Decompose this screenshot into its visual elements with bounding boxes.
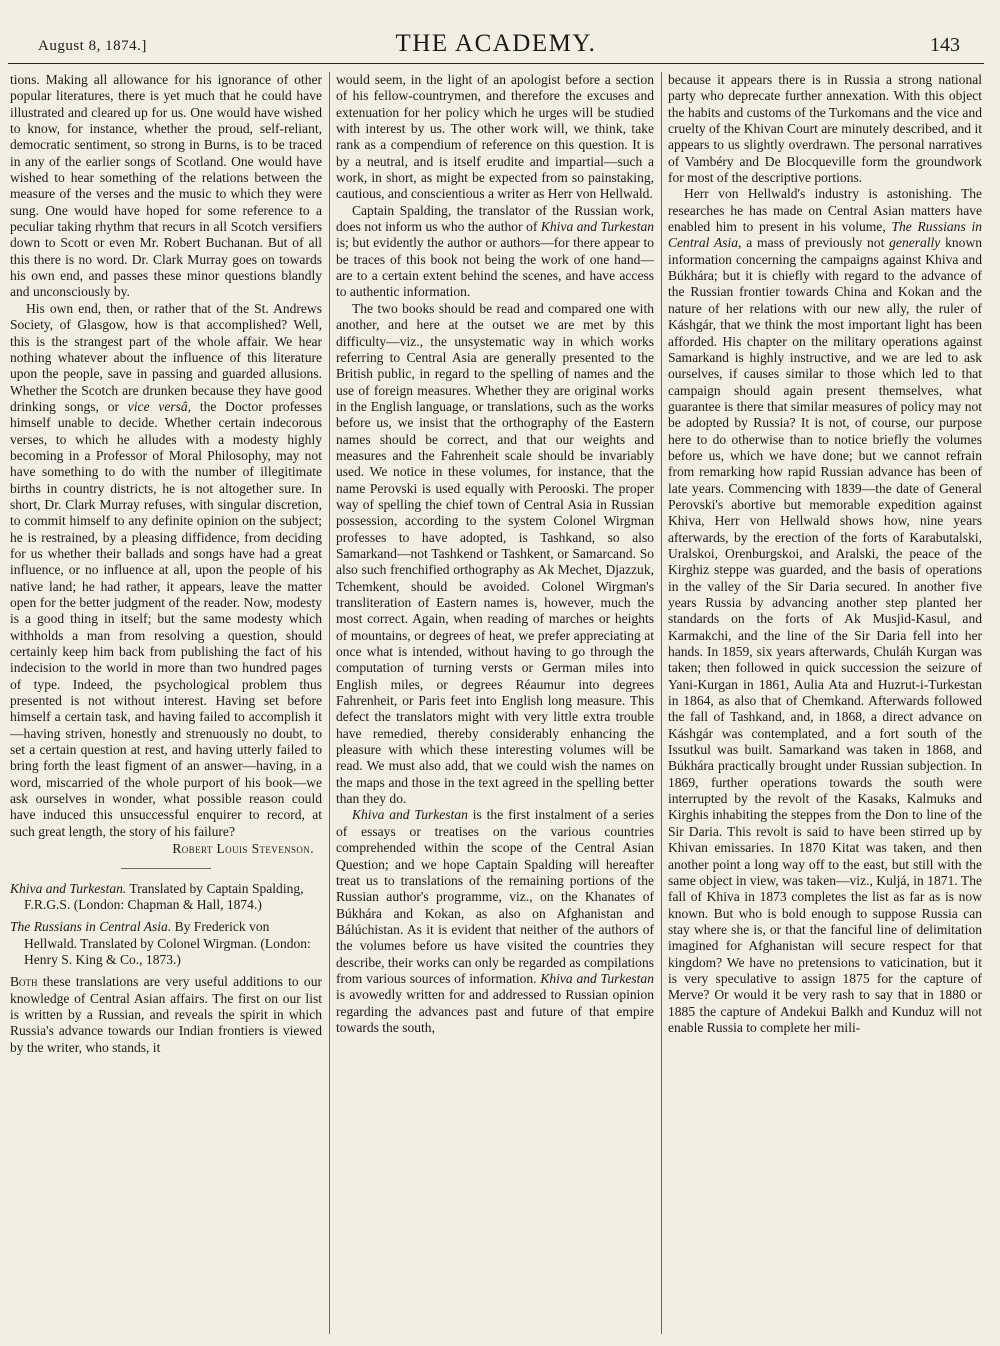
header-rule — [8, 63, 984, 64]
book-citation: Khiva and Turkestan. Translated by Captain Spalding, F.R.G.S. (London: Chapman & Hall, 1874.) — [10, 880, 304, 912]
paragraph: Captain Spalding, the translator of the Russian work, does not inform us who the author of Khiva and Turkestan is; but evidently the author or authors—for there appear to be traces of this book not being the work of one hand—are to a certain extent behind the scenes, and have access to authentic information. — [336, 202, 654, 300]
paragraph: The two books should be read and compared one with another, and here at the outset we are met by this difficulty—viz., the unsystematic way in which works referring to Central Asia are generally presented to the British public, in regard to the spelling of names and the use of foreign measures. Whether they are original works in the English language, or translations, such as the works before us, we insist that the orthography of the Eastern names should be correct, and that our weights and measures and the Fahrenheit scale should be invariably used. We notice in these volumes, for instance, that the name Perovski is used equally with Perooski. The proper way of spelling the chief town of Central Asia in Russian possession, according to the system Colonel Wirgman professes to have adopted, is Tashkand, so also Samarkand—not Tashkend or Tashkent, or Samarcand. So also such frenchified orthography as Ak Mechet, Djazzuk, Tchemkent, should be avoided. Colonel Wirgman's transliteration of Eastern names is, however, much the most correct. Again, when reading of marches or heights of mountains, or degrees of heat, we prefer appreciating at once what is intended, without having to go through the computation of turning versts or German miles into English miles, or degrees Réaumur into degrees Fahrenheit, or Paris feet into English long measure. This defect the translators might with very little extra trouble have remedied, thereby considerably enhancing the pleasure with which these interesting volumes will be read. We must also add, that we could wish the names on the maps and those in the text agreed in the spelling better than they do. — [336, 300, 654, 807]
author-signature: Robert Louis Stevenson. — [172, 841, 314, 857]
column-divider — [661, 72, 662, 1334]
paragraph: Khiva and Turkestan is the first instalment of a series of essays or treatises on the various countries comprehended within the scope of the Central Asian Question; and we hope Captain Spalding will hereafter treat us to translations of the remaining portions of the Russian author's programme, viz., on the Khanates of Búkhára and Kokan, as also on Afghanistan and Bálúchistan. As it is evident that neither of the authors of the volumes before us have visited the countries they describe, their works can only be regarded as compilations from various sources of information. Khiva and Turkestan is avowedly written for and addressed to Russian opinion regarding the advances past and future of that empire towards the south, — [336, 807, 654, 1035]
section-rule — [121, 868, 211, 869]
column-divider — [329, 72, 330, 1334]
paragraph: tions. Making all allowance for his ignorance of other popular literatures, there is yet much that he could have illustrated and cleared up for us. One would have wished to know, for instance, whether the proud, self-reliant, democratic sentiment, so strong in Burns, is to be traced in any of the earlier songs of Scotland. One would have wished to hear something of the relations between the measure of the verses and the music to which they were sung. One would have hoped for some reference to a peculiar taking rhythm that recurs in all Scotch versifiers down to Scott or even Mr. Robert Buchanan. But of all this there is no word. Dr. Clark Murray goes on towards his own end, and passes these minor questions blandly and unconsciously by. — [10, 72, 322, 300]
page-header — [32, 28, 960, 64]
paragraph: would seem, in the light of an apologist before a section of his fellow-countrymen, and therefore the excuses and extenuation for her policy which he urges will be studied with interest by us. The other work will, we think, take rank as a compendium of reference on this question. It is by a neutral, and is itself erudite and impartial—such a work, in short, as might be expected from so painstaking, cautious, and conscientious a writer as Herr von Hellwald. — [336, 72, 654, 202]
column-1 — [10, 72, 322, 1334]
publication-title: THE ACADEMY. — [395, 30, 597, 57]
issue-date: August 8, 1874.] — [38, 38, 147, 54]
paragraph: Herr von Hellwald's industry is astonishing. The researches he has made on Central Asian matters have enabled him to present in his volume, The Russians in Central Asia, a mass of previously not generally known information concerning the campaigns against Khiva and Búkhára; but it is chiefly with regard to the advance of the Russian frontier towards China and Kokan and the nature of her relations with our new ally, the ruler of Káshgár, that we think the most important light has been afforded. His chapter on the military operations against Samarkand is highly instructive, and we are led to ask ourselves, if causes similar to those which led to that campaign should again present themselves, what guarantee is there that similar measures of policy may not be adopted by Russia? It is not, of course, our purpose here to do otherwise than to notice briefly the volumes before us, which we have done; but we cannot refrain from remarking how rapid Russian advance has been of late years. Commencing with 1839—the date of General Perovski's abortive but memorable expedition against Khiva, Herr von Hellwald shows how, nine years afterwards, by the erection of the forts of Karabutalski, Uralskoi, Orenburgskoi, and Aralski, the peace of the Kirghiz steppe was guarded, and the basis of operations in the valley of the Sir Daria secured. In another five years Russia by advancing another step planted her standards on the forts of Ak Musjid-Kasul, and Karmakchi, and the line of the Sir Daria fell into her hands. In 1859, six years afterwards, Chuláh Kurgan was taken; then followed in quick succession the seizure of Yani-Kurgan in 1861, Aulia Ata and Huzrut-i-Turkestan in 1864, as also that of Chemkand. Afterwards followed the fall of Tashkand, and, in 1868, a direct advance on Káshgár was contemplated, and a fort south of the Issutkul was built. Samarkand was taken in 1868, and Búkhára practically brought under Russian subjection. In 1869, further operations towards the south were interrupted by the revolt of the Kasaks, Kalmuks and Kirghis inhabiting the steppes from the Don to line of the Sir Daria. This revolt is said to have been stirred up by Khivan emissaries. In 1870 Kitat was taken, and then another point a long way off to the east, but still with the same object in view, was taken—viz., Kuljá, in 1871. The fall of Khiva in 1873 completes the list as far as is now known. But who is bold enough to suppose Russia can stay where she is, or that the fanciful line of delimitation imagined for Afghanistan will secure respect for that kingdom? We have no pretensions to vaticination, but it is very speculative to assign 1875 for the capture of Merve? Or would it be very rash to say that in 1880 or 1885 the capture of Andekui Balkh and Kunduz will not enable Russia to complete her mili- — [668, 186, 982, 1035]
paragraph: because it appears there is in Russia a strong national party who deprecate further annexation. With this object the habits and customs of the Turkomans and the vice and cruelty of the Khivan Court are minutely described, and it appears to us slightly overdrawn. The personal narratives of Vambéry and De Blocqueville form the groundwork for most of the descriptive portions. — [668, 72, 982, 186]
column-2 — [336, 72, 654, 1334]
column-3 — [668, 72, 982, 1334]
paragraph: His own end, then, or rather that of the St. Andrews Society, of Glasgow, how is that accomplished? Well, this is the strangest part of the whole affair. We hear nothing whatever about the influence of this literature upon the people, save in passing and guarded allusions. Whether the Scotch are drunken because they have good drinking songs, or vice versâ, the Doctor professes himself unable to decide. Whether certain indecorous verses, to which he alludes with a modesty highly becoming in a Professor of Moral Philosophy, may not have something to do with the number of illegitimate births in country districts, he is not altogether sure. In short, Dr. Clark Murray refuses, with singular discretion, to commit himself to any definite opinion on the subject; he is restrained, by a pleasing diffidence, from deciding for us whether their ballads and songs have had a great influence, or no influence at all, upon the people of his native land; he had rather, it appears, leave the matter open for the better judgment of the reader. Now, modesty is a good thing in itself; but the same modesty which withholds a man from resolving a question, should certainly keep him back from publishing the fact of his indecision to the world in more than two hundred pages of type. Indeed, the psychological problem thus presented is not without interest. Having set before himself a certain task, and having failed to accomplish it—having striven, honestly and strenuously no doubt, to set a certain question at rest, and having utterly failed to bring forth the least figment of an answer—having, in a word, miscarried of the whole purport of his book—we ask ourselves in wonder, what possible reason could have induced this unsuccessful enquirer to record, at such great length, the story of his failure? — [10, 300, 322, 839]
page-number: 143 — [930, 34, 960, 56]
book-citation: The Russians in Central Asia. By Frederick von Hellwald. Translated by Colonel Wirgman. (London: Henry S. King & Co., 1873.) — [10, 919, 311, 967]
paragraph: Both these translations are very useful additions to our knowledge of Central Asian affairs. The first on our list is written by a Russian, and reveals the spirit in which Russia's advance towards our Indian frontiers is viewed by the writer, who stands, it — [10, 974, 322, 1055]
